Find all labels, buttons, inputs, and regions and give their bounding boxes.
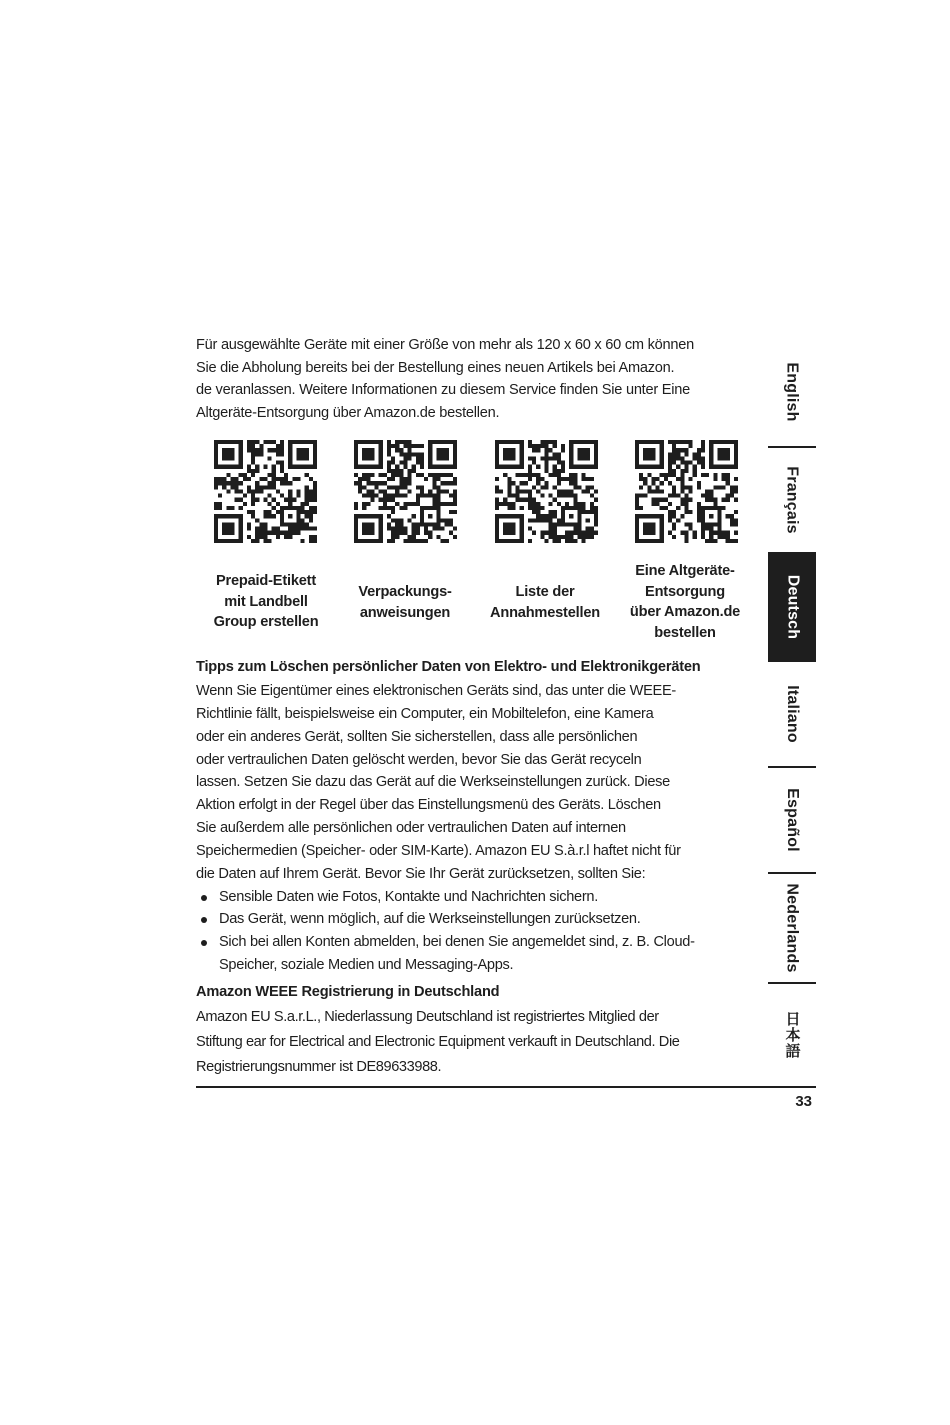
tips-heading: Tipps zum Löschen persönlicher Daten von Elektro- und Elektronikgeräten [196,659,701,675]
qr-code-collection-points[interactable] [495,440,598,543]
tab-deutsch[interactable] [768,552,816,662]
tab-label: Español [784,788,802,852]
tab-label: Deutsch [784,574,801,640]
qr-code-row [214,440,754,545]
page-number: 33 [795,1093,812,1110]
qr-caption-collection-points: Liste der Annahmestellen [490,584,600,621]
tab-label: English [784,362,801,422]
tab-label: Italiano [784,685,802,743]
tab-japanese[interactable] [768,1000,816,1070]
tips-body [196,680,741,977]
tab-italiano[interactable] [768,662,816,766]
weee-heading: Amazon WEEE Registrierung in Deutschland [196,984,500,1000]
tab-label: Français [784,466,802,534]
tab-label: 日本語 [783,1011,801,1059]
tab-nederlands[interactable] [768,874,816,982]
tips-line: lassen. Setzen Sie dazu das Gerät auf die Werkseinstellungen zurück. Diese [196,774,670,791]
footer-divider [196,1086,816,1088]
tab-label: Nederlands [784,883,802,973]
qr-code-disposal-order[interactable] [635,440,738,543]
qr-caption-disposal-order: Eine Altgeräte- Entsorgung über Amazon.de bestellen [629,563,741,641]
intro-line: Sie die Abholung bereits bei der Bestellung eines neuen Artikels bei Amazon. [196,359,675,376]
list-item: Das Gerät, wenn möglich, auf die Werkseinstellungen zurücksetzen. [196,908,741,931]
qr-code-icon [214,440,317,543]
qr-code-icon [495,440,598,543]
qr-code-icon [635,440,738,543]
qr-caption-prepaid-label: Prepaid-Etikett mit Landbell Group erstellen [213,573,319,630]
tips-line: Aktion erfolgt in der Regel über das Einstellungsmenü des Geräts. Löschen [196,797,661,814]
qr-code-prepaid-label[interactable] [214,440,317,543]
weee-line: Amazon EU S.a.r.L., Niederlassung Deutschland ist registriertes Mitglied der [196,1009,659,1025]
intro-line: de veranlassen. Weitere Informationen zu diesem Service finden Sie unter Eine [196,382,690,399]
tips-line: Wenn Sie Eigentümer eines elektronischen Geräts sind, das unter die WEEE- [196,683,676,699]
qr-code-packaging[interactable] [354,440,457,543]
tips-line: die Daten auf Ihrem Gerät. Bevor Sie Ihr Gerät zurücksetzen, sollten Sie: [196,865,646,882]
qr-code-icon [354,440,457,543]
weee-body [196,1005,741,1080]
intro-line: Altgeräte-Entsorgung über Amazon.de bestellen. [196,405,500,422]
tips-bullet-list [196,886,741,977]
qr-caption-packaging: Verpackungs- anweisungen [358,584,452,621]
tips-line: Speichermedien (Speicher- oder SIM-Karte). Amazon EU S.à.r.l haftet nicht für [196,842,681,859]
intro-line: Für ausgewählte Geräte mit einer Größe von mehr als 120 x 60 x 60 cm können [196,337,694,353]
weee-line: Registrierungsnummer ist DE89633988. [196,1059,442,1075]
language-tabs [768,338,816,988]
tab-francais[interactable] [768,448,816,552]
intro-paragraph [196,334,761,425]
list-item: Sich bei allen Konten abmelden, bei denen Sie angemeldet sind, z. B. Cloud- Speicher, soziale Medien und Messaging-Apps. [196,931,741,977]
tab-espanol[interactable] [768,768,816,872]
tab-english[interactable] [768,338,816,446]
tips-line: Sie außerdem alle persönlichen oder vertraulichen Daten auf internen [196,820,626,837]
tips-line: Richtlinie fällt, beispielsweise ein Computer, ein Mobiltelefon, eine Kamera [196,705,654,722]
tips-line: oder vertraulichen Daten gelöscht werden, bevor Sie das Gerät recyceln [196,751,642,768]
weee-line: Stiftung ear for Electrical and Electronic Equipment verkauft in Deutschland. Die [196,1034,680,1050]
list-item: Sensible Daten wie Fotos, Kontakte und Nachrichten sichern. [196,886,741,909]
tab-divider [768,982,816,984]
tips-line: oder ein anderes Gerät, sollten Sie sicherstellen, dass alle persönlichen [196,728,638,745]
